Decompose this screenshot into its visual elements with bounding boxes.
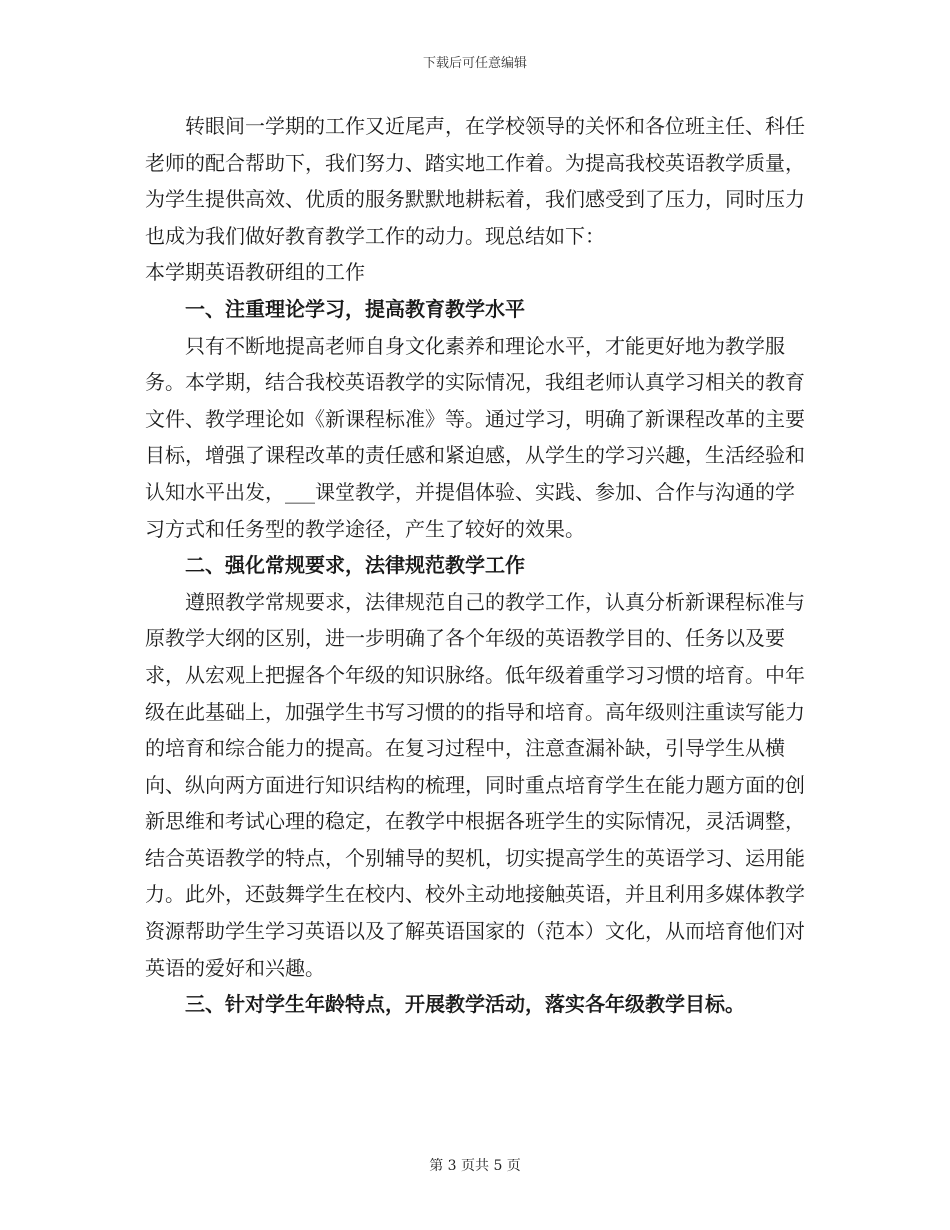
section-2-paragraph: 遵照教学常规要求，法律规范自己的教学工作，认真分析新课程标准与原教学大纲的区别，进一步明确了各个年级的英语教学目的、任务以及要求，从宏观上把握各个年级的知识脉络。低年级着重学习习惯的培育。中年级在此基础上，加强学生书写习惯的的指导和培育。高年级则注重读写能力的培育和综合能力的提高。在复习过程中，注意查漏补缺，引导学生从横向、纵向两方面进行知识结构的梳理，同时重点培育学生在能力题方面的创新思维和考试心理的稳定，在教学中根据各班学生的实际情况，灵活调整，结合英语教学的特点，个别辅导的契机，切实提高学生的英语学习、运用能力。此外，还鼓舞学生在校内、校外主动地接触英语，并且利用多媒体教学资源帮助学生学习英语以及了解英语国家的（范本）文化，从而培育他们对英语的爱好和兴趣。 [145,589,805,980]
page-header: 下载后可任意编辑 [422,56,527,71]
intro-subtitle: 本学期英语教研组的工作 [145,260,365,285]
intro-paragraph: 转眼间一学期的工作又近尾声，在学校领导的关怀和各位班主任、科任老师的配合帮助下，我们努力、踏实地工作着。为提高我校英语教学质量，为学生提供高效、优质的服务默默地耕耘着，我们感受到了压力，同时压力也成为我们做好教育教学工作的动力。现总结如下： [145,114,805,248]
document-body [145,108,805,1023]
section-3-heading: 三、针对学生年龄特点，开展教学活动，落实各年级教学目标。 [185,992,745,1017]
page-footer: 第 3 页共 5 页 [429,1158,521,1174]
section-1-heading: 一、注重理论学习，提高教育教学水平 [185,296,525,321]
section-1-paragraph: 只有不断地提高老师自身文化素养和理论水平，才能更好地为教学服务。本学期，结合我校英语教学的实际情况，我组老师认真学习相关的教育文件、教学理论如《新课程标准》等。通过学习，明确了新课程改革的主要目标，增强了课程改革的责任感和紧迫感，从学生的学习兴趣，生活经验和认知水平出发，___课堂教学，并提倡体验、实践、参加、合作与沟通的学习方式和任务型的教学途径，产生了较好的效果。 [145,333,805,541]
section-2-heading: 二、强化常规要求，法律规范教学工作 [185,553,525,578]
